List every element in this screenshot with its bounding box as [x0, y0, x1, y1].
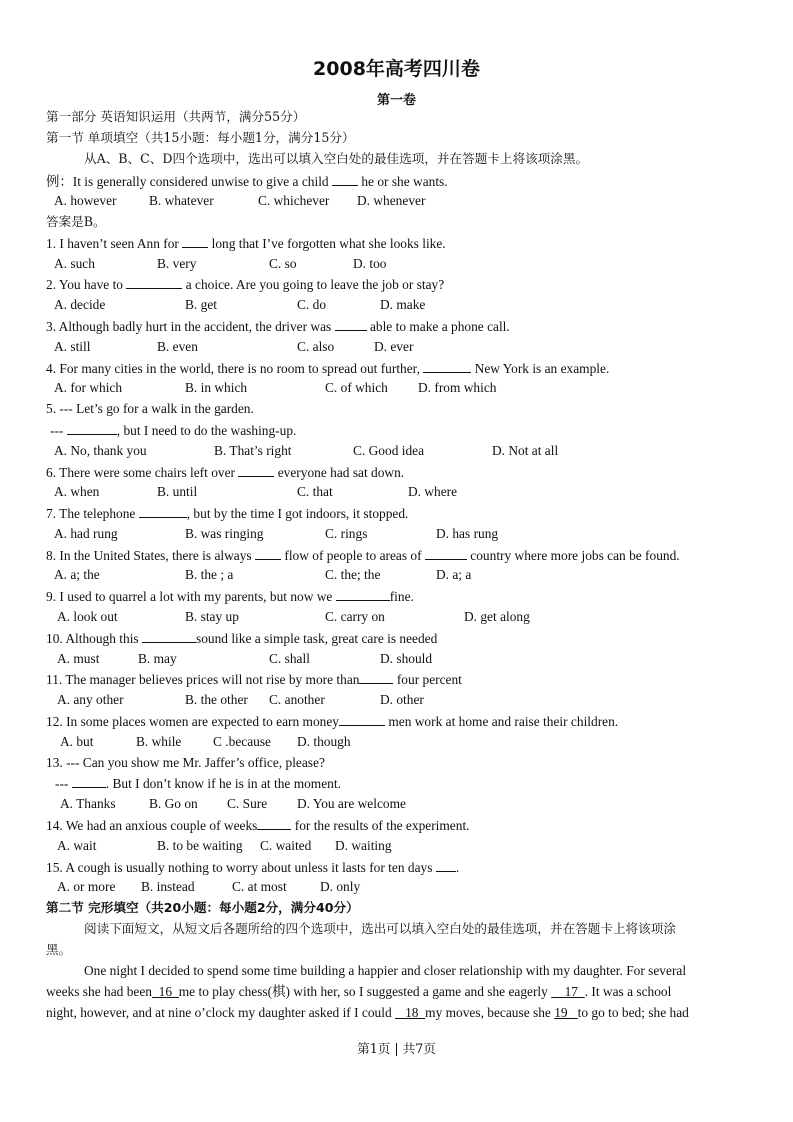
q3-option-b: B. even	[157, 339, 198, 354]
q5-option-d: D. Not at all	[492, 443, 559, 458]
q12-option-c: C .because	[213, 734, 272, 749]
q10-option-a: A. must	[57, 651, 100, 666]
q5-option-b: B. That’s right	[214, 443, 292, 458]
q6-option-a: A. when	[54, 484, 100, 499]
q7-option-b: B. was ringing	[185, 526, 264, 541]
example-option-b: B. whatever	[149, 193, 214, 208]
section2-instruction: 阅读下面短文，从短文后各题所给的四个选项中，选出可以填入空白处的最佳选项，并在答题卡上将该项涂	[84, 921, 676, 936]
example-option-a: A. however	[54, 193, 117, 208]
example-question: 例：It is generally considered unwise to give a child he or she wants.	[46, 174, 448, 189]
q4-option-a: A. for which	[54, 380, 123, 395]
q15-option-d: D. only	[320, 879, 361, 894]
question-3: 3. Although badly hurt in the accident, the driver was able to make a phone call.	[46, 319, 510, 334]
section2-heading: 第二节 完形填空（共20小题：每小题2分，满分40分）	[46, 900, 359, 915]
q1-option-b: B. very	[157, 256, 197, 271]
q2-option-c: C. do	[297, 297, 327, 312]
question-14: 14. We had an anxious couple of weeks for the results of the experiment.	[46, 818, 470, 833]
page-footer: 第1页 | 共7页	[357, 1041, 436, 1056]
question-9: 9. I used to quarrel a lot with my parents, but now we fine.	[46, 589, 414, 604]
q14-option-d: D. waiting	[335, 838, 392, 853]
blank-18: 18	[405, 1005, 419, 1020]
q3-option-a: A. still	[54, 339, 91, 354]
question-5-reply: --- , but I need to do the washing-up.	[50, 423, 297, 438]
page-subtitle: 第一卷	[376, 93, 416, 108]
q6-option-b: B. until	[157, 484, 198, 499]
q11-option-c: C. another	[269, 692, 325, 707]
q7-option-d: D. has rung	[436, 526, 499, 541]
question-6: 6. There were some chairs left over everyone had sat down.	[46, 465, 405, 480]
q2-option-d: D. make	[380, 297, 426, 312]
q1-option-d: D. too	[353, 256, 387, 271]
q13-option-d: D. You are welcome	[297, 796, 406, 811]
section2-instruction-cont: 黑。	[46, 942, 72, 957]
q1-option-c: C. so	[269, 256, 297, 271]
q13-option-a: A. Thanks	[60, 796, 116, 811]
passage-line-3: night, however, and at nine o’clock my daughter asked if I could 18 my moves, because she 19 to go to bed; she had	[46, 1005, 689, 1020]
q4-option-b: B. in which	[185, 380, 248, 395]
question-5: 5. --- Let’s go for a walk in the garden.	[46, 401, 254, 416]
answer-blank	[332, 173, 358, 186]
q8-option-a: A. a; the	[54, 567, 100, 582]
q9-option-c: C. carry on	[325, 609, 385, 624]
q11-option-b: B. the other	[185, 692, 248, 707]
passage-line-1: One night I decided to spend some time building a happier and closer relationship with my daughter. For several	[84, 963, 687, 978]
q6-option-d: D. where	[408, 484, 458, 499]
section1-heading: 第一节 单项填空（共15小题：每小题1分，满分15分）	[46, 130, 355, 145]
q14-option-b: B. to be waiting	[157, 838, 243, 853]
section1-instruction: 从A、B、C、D四个选项中，选出可以填入空白处的最佳选项，并在答题卡上将该项涂黑。	[84, 151, 589, 166]
question-8: 8. In the United States, there is always flow of people to areas of country where more jobs can be found.	[46, 548, 680, 563]
q10-option-c: C. shall	[269, 651, 310, 666]
q12-option-d: D. though	[297, 734, 351, 749]
q13-option-c: C. Sure	[227, 796, 268, 811]
q9-option-a: A. look out	[57, 609, 118, 624]
q8-option-b: B. the ; a	[185, 567, 234, 582]
q15-option-b: B. instead	[141, 879, 195, 894]
question-15: 15. A cough is usually nothing to worry about unless it lasts for ten days .	[46, 860, 460, 875]
q4-option-d: D. from which	[418, 380, 497, 395]
q7-option-c: C. rings	[325, 526, 368, 541]
q15-option-c: C. at most	[232, 879, 287, 894]
q10-option-d: D. should	[380, 651, 433, 666]
question-12: 12. In some places women are expected to earn money men work at home and raise their children.	[46, 714, 619, 729]
q11-option-a: A. any other	[57, 692, 124, 707]
q8-option-c: C. the; the	[325, 567, 381, 582]
example-option-c: C. whichever	[258, 193, 330, 208]
q13-option-b: B. Go on	[149, 796, 198, 811]
example-answer: 答案是B。	[46, 214, 106, 229]
q14-option-a: A. wait	[57, 838, 97, 853]
blank-19: 19	[554, 1005, 568, 1020]
blank-16: 16	[158, 984, 173, 999]
q10-option-b: B. may	[138, 651, 177, 666]
q12-option-b: B. while	[136, 734, 182, 749]
q6-option-c: C. that	[297, 484, 333, 499]
q2-option-a: A. decide	[54, 297, 106, 312]
question-13: 13. --- Can you show me Mr. Jaffer’s office, please?	[46, 755, 325, 770]
question-1: 1. I haven’t seen Ann for long that I’ve forgotten what she looks like.	[46, 236, 446, 251]
q5-option-a: A. No, thank you	[54, 443, 147, 458]
q4-option-c: C. of which	[325, 380, 388, 395]
q5-option-c: C. Good idea	[353, 443, 425, 458]
q9-option-d: D. get along	[464, 609, 530, 624]
q3-option-d: D. ever	[374, 339, 414, 354]
q15-option-a: A. or more	[57, 879, 116, 894]
q14-option-c: C. waited	[260, 838, 312, 853]
q11-option-d: D. other	[380, 692, 424, 707]
q9-option-b: B. stay up	[185, 609, 239, 624]
passage-line-2: weeks she had been 16 me to play chess(棋) with her, so I suggested a game and she eagerly 17 . It was a school	[46, 984, 672, 999]
question-10: 10. Although this sound like a simple task, great care is needed	[46, 631, 438, 646]
question-2: 2. You have to a choice. Are you going to leave the job or stay?	[46, 277, 445, 292]
example-option-d: D. whenever	[357, 193, 426, 208]
q12-option-a: A. but	[60, 734, 94, 749]
part-heading: 第一部分 英语知识运用（共两节，满分55分）	[46, 109, 306, 124]
question-11: 11. The manager believes prices will not rise by more than four percent	[46, 672, 462, 687]
q7-option-a: A. had rung	[54, 526, 118, 541]
q3-option-c: C. also	[297, 339, 335, 354]
question-13-reply: --- . But I don’t know if he is in at the moment.	[55, 776, 341, 791]
q2-option-b: B. get	[185, 297, 217, 312]
q1-option-a: A. such	[54, 256, 95, 271]
blank-17: 17	[564, 984, 578, 999]
question-4: 4. For many cities in the world, there is no room to spread out further, New York is an example.	[46, 361, 610, 376]
question-7: 7. The telephone , but by the time I got indoors, it stopped.	[46, 506, 409, 521]
page-title: 2008年高考四川卷	[313, 58, 480, 80]
q8-option-d: D. a; a	[436, 567, 472, 582]
